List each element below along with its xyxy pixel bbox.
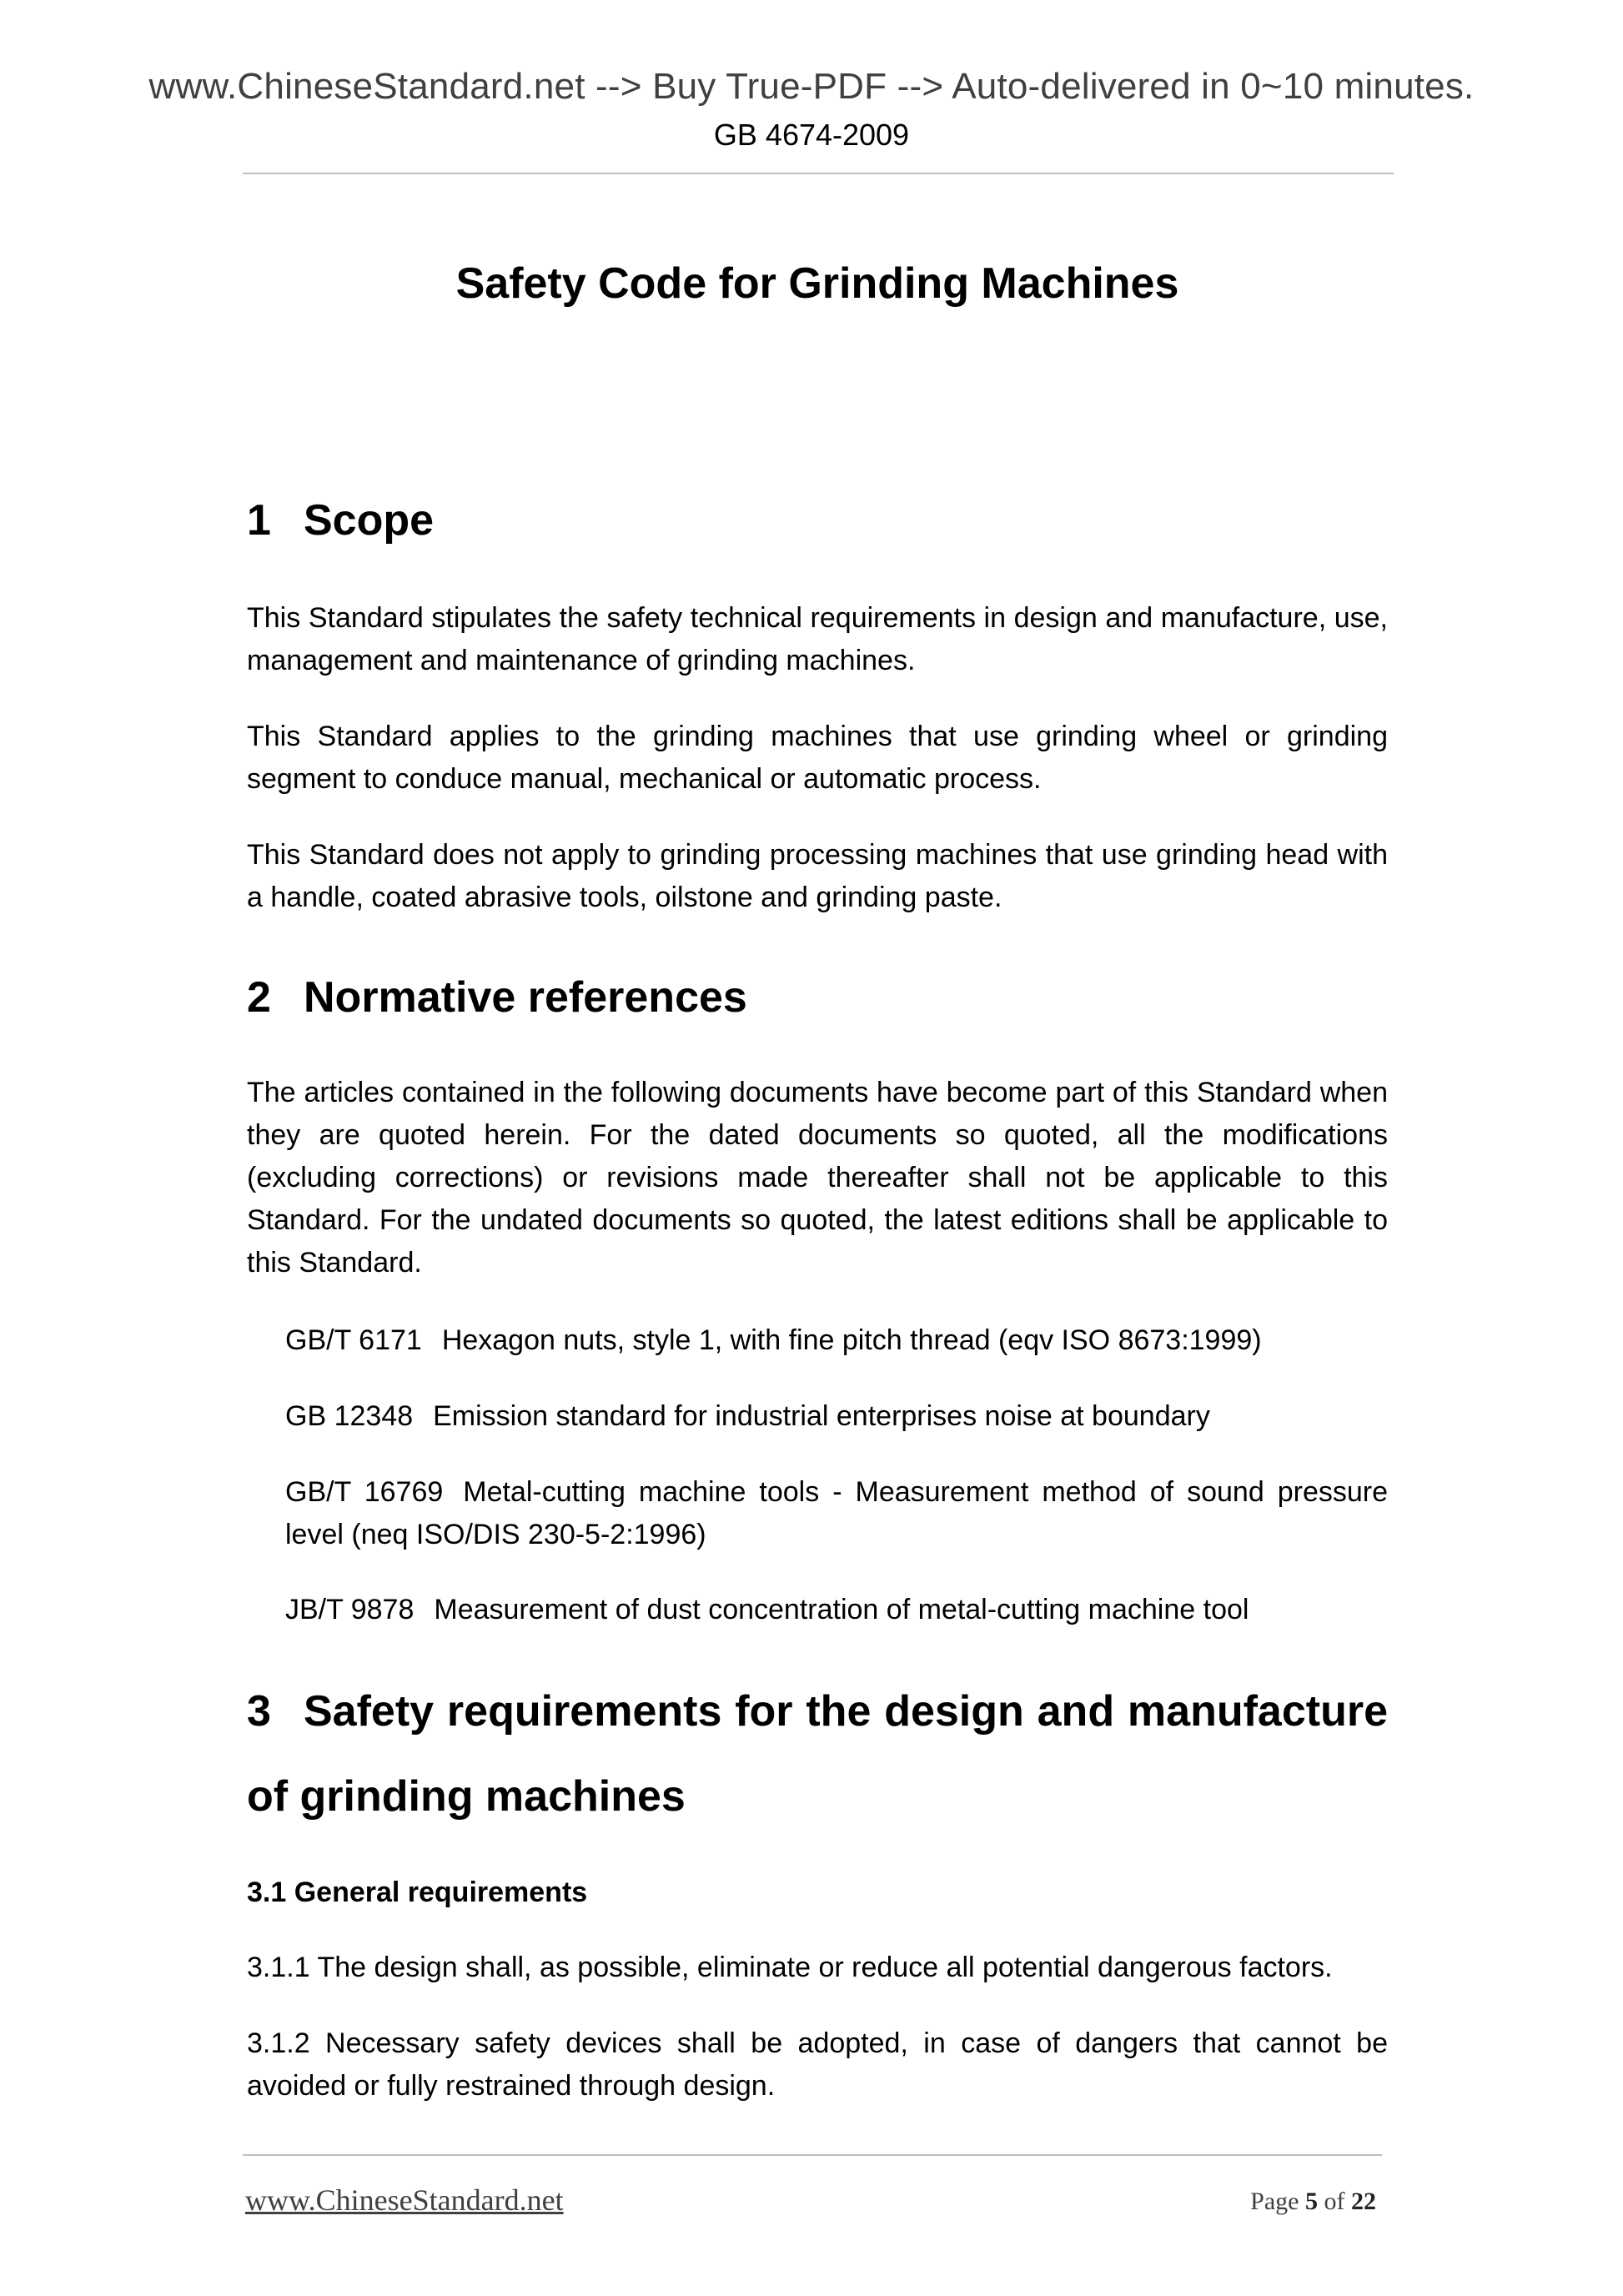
reference-item	[285, 1471, 1388, 1556]
section-number: 2	[247, 973, 271, 1022]
page-word: Page	[1250, 2188, 1299, 2215]
reference-title: Metal-cutting machine tools - Measurement method of sound pressure level (neq ISO/DIS 230-5-2:1996)	[285, 1476, 1388, 1550]
footer-divider	[243, 2154, 1382, 2156]
footer-site-link[interactable]: www.ChineseStandard.net	[245, 2183, 564, 2217]
section-number: 3	[247, 1687, 271, 1736]
clause: 3.1.2 Necessary safety devices shall be adopted, in case of dangers that cannot be avoided or fully restrained through design.	[247, 2027, 1388, 2102]
section-title: Normative references	[304, 973, 747, 1022]
reference-item	[285, 1319, 1388, 1362]
reference-code: GB 12348	[285, 1400, 414, 1432]
subsection-heading: 3.1 General requirements	[247, 1876, 588, 1908]
paragraph: The articles contained in the following documents have become part of this Standard when they are quoted herein. For the dated documents so quoted, all the modifications (excluding corrections) or revisions made thereafter shall not be applicable to this Standard. For the undated documents so quoted, the latest editions shall be applicable to this Standard.	[247, 1077, 1388, 1279]
page-of: of	[1324, 2188, 1345, 2215]
reference-title: Emission standard for industrial enterprises noise at boundary	[433, 1400, 1210, 1432]
page-total: 22	[1351, 2188, 1376, 2215]
reference-title: Measurement of dust concentration of metal-cutting machine tool	[434, 1594, 1249, 1625]
reference-title: Hexagon nuts, style 1, with fine pitch thread (eqv ISO 8673:1999)	[441, 1324, 1262, 1356]
reference-code: GB/T 6171	[285, 1324, 422, 1356]
standard-code: GB 4674-2009	[713, 118, 910, 152]
section-3-heading	[247, 1669, 1388, 1839]
page-current: 5	[1305, 2188, 1318, 2215]
section-1-heading	[247, 494, 1388, 547]
page-indicator	[1250, 2185, 1376, 2218]
reference-code: GB/T 16769	[285, 1476, 444, 1508]
reference-item	[285, 1395, 1388, 1438]
section-number: 1	[247, 496, 271, 545]
paragraph: This Standard does not apply to grinding processing machines that use grinding head with a handle, coated abrasive tools, oilstone and grinding paste.	[247, 839, 1388, 913]
top-banner: www.ChineseStandard.net --> Buy True-PDF --> Auto-delivered in 0~10 minutes.	[148, 66, 1475, 107]
paragraph: This Standard stipulates the safety technical requirements in design and manufacture, use, management and maintenance of grinding machines.	[247, 602, 1388, 676]
section-title: Scope	[304, 496, 435, 545]
section-title: Safety requirements for the design and manufacture of grinding machines	[247, 1687, 1388, 1821]
paragraph: This Standard applies to the grinding machines that use grinding wheel or grinding segment to conduce manual, mechanical or automatic process.	[247, 721, 1388, 795]
document-title: Safety Code for Grinding Machines	[455, 259, 1179, 308]
header-divider	[243, 173, 1394, 174]
reference-item	[285, 1589, 1388, 1631]
reference-code: JB/T 9878	[285, 1594, 415, 1625]
section-2-heading	[247, 971, 1388, 1024]
clause: 3.1.1 The design shall, as possible, eliminate or reduce all potential dangerous factors.	[247, 1952, 1333, 1983]
